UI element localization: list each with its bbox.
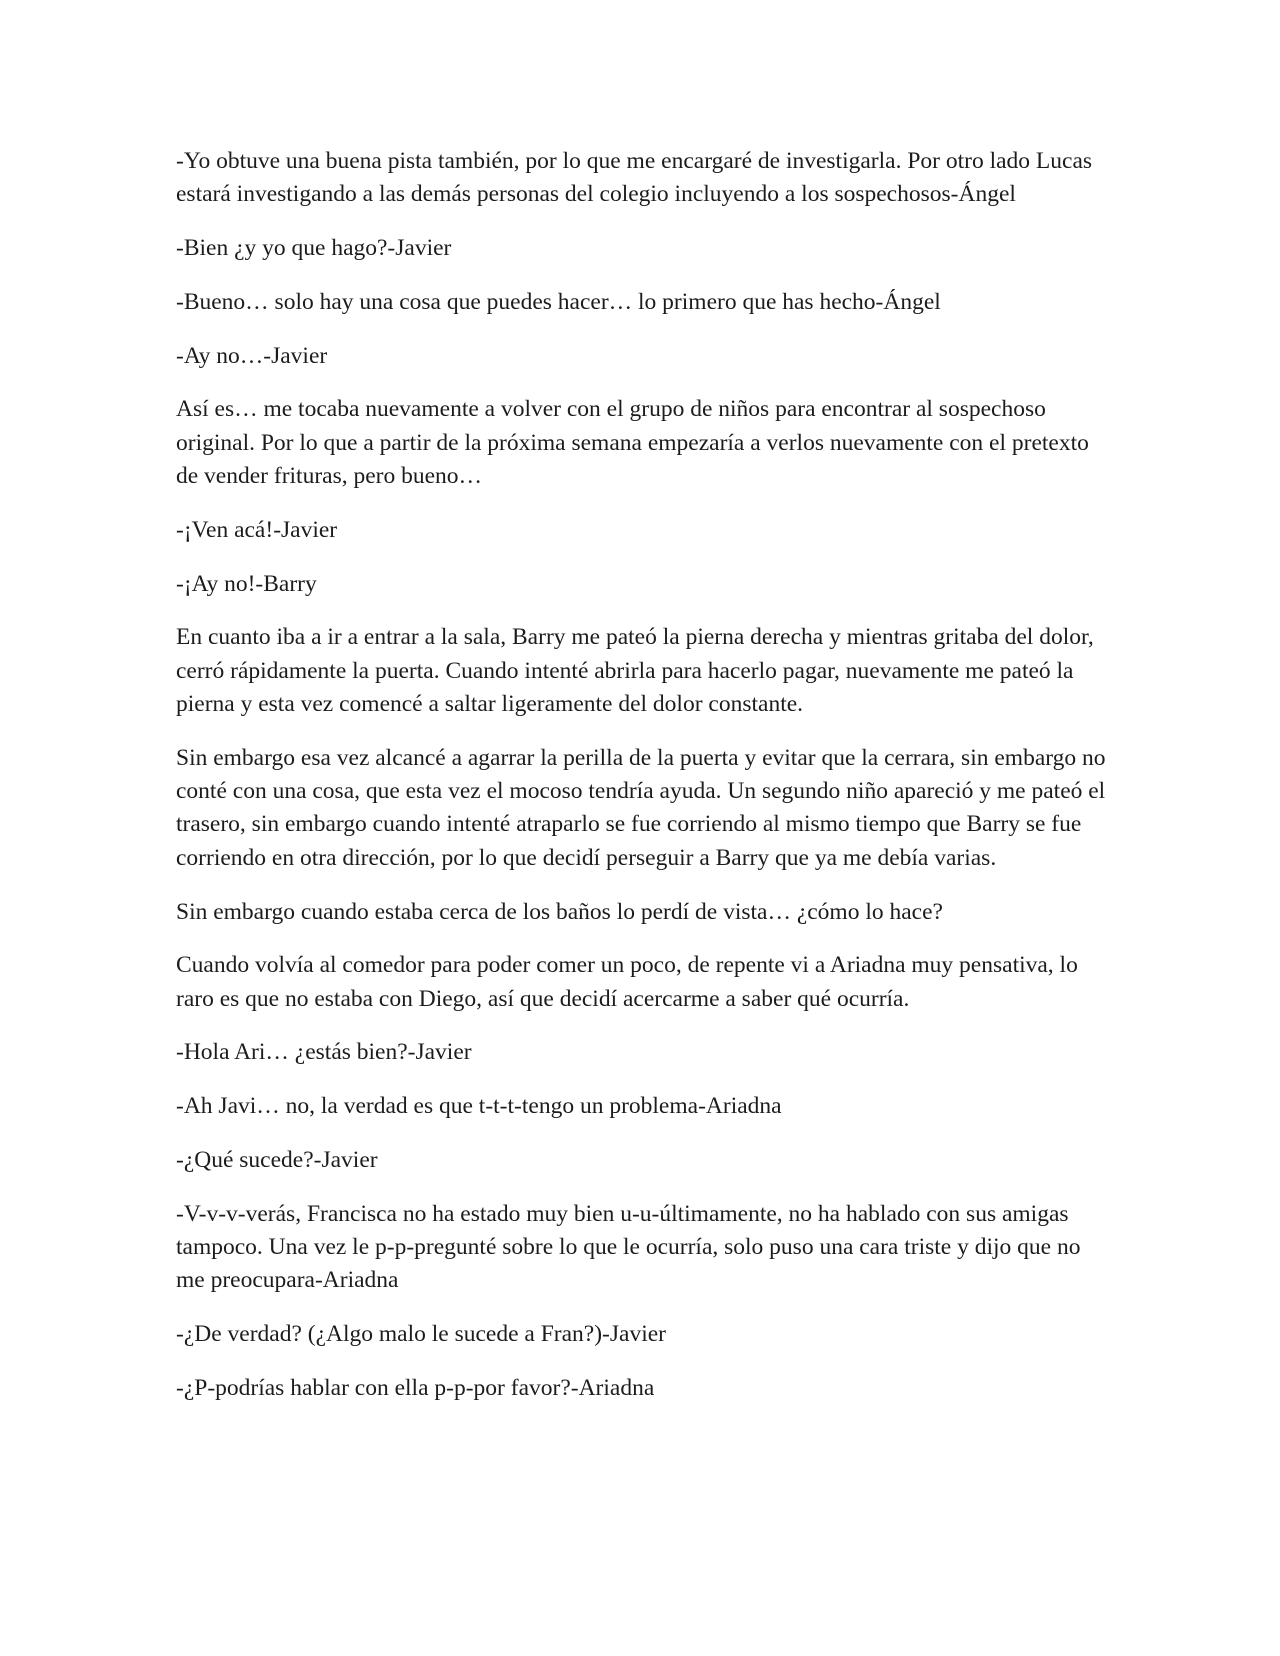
paragraph: -V-v-v-verás, Francisca no ha estado muy bien u-u-últimamente, no ha hablado con sus amigas tampoco. Una vez le p-p-pregunté sobre lo que le ocurría, solo puso una cara triste y dijo que no me preocupara-Ariadna xyxy=(176,1200,1081,1294)
paragraph: Cuando volvía al comedor para poder comer un poco, de repente vi a Ariadna muy pensativa, lo raro es que no estaba con Diego, así que decidí acercarme a saber qué ocurría. xyxy=(176,952,1078,1012)
paragraph: -Ay no…-Javier xyxy=(176,342,328,369)
paragraph: -Bien ¿y yo que hago?-Javier xyxy=(176,235,452,262)
paragraph: -¿P-podrías hablar con ella p-p-por favor?-Ariadna xyxy=(176,1375,655,1402)
paragraph: -¡Ay no!-Barry xyxy=(176,570,317,597)
paragraph: -¡Ven acá!-Javier xyxy=(176,516,338,543)
paragraph: -Bueno… solo hay una cosa que puedes hacer… lo primero que has hecho-Ángel xyxy=(176,288,941,315)
paragraph: -¿Qué sucede?-Javier xyxy=(176,1147,378,1174)
paragraph: -Ah Javi… no, la verdad es que t-t-t-tengo un problema-Ariadna xyxy=(176,1093,782,1120)
paragraph: Sin embargo cuando estaba cerca de los baños lo perdí de vista… ¿cómo lo hace? xyxy=(176,898,943,925)
paragraph: -¿De verdad? (¿Algo malo le sucede a Fran?)-Javier xyxy=(176,1321,666,1348)
paragraph: Sin embargo esa vez alcancé a agarrar la perilla de la puerta y evitar que la cerrara, sin embargo no conté con una cosa, que esta vez el mocoso tendría ayuda. Un segundo niño apareció y me pateó el trasero, sin embargo cuando intenté atraparlo se fue corriendo al mismo tiempo que Barry se fue corriendo en otra dirección, por lo que decidí perseguir a Barry que ya me debía varias. xyxy=(176,744,1106,871)
paragraph: Así es… me tocaba nuevamente a volver con el grupo de niños para encontrar al sospechoso original. Por lo que a partir de la próxima semana empezaría a verlos nuevamente con el pretexto de vender frituras, pero bueno… xyxy=(176,396,1089,490)
paragraph: -Yo obtuve una buena pista también, por lo que me encargaré de investigarla. Por otro lado Lucas estará investigando a las demás personas del colegio incluyendo a los sospechosos-Ángel xyxy=(176,148,1093,208)
document-body xyxy=(176,145,1106,1426)
paragraph: En cuanto iba a ir a entrar a la sala, Barry me pateó la pierna derecha y mientras gritaba del dolor, cerró rápidamente la puerta. Cuando intenté abrirla para hacerlo pagar, nuevamente me pateó la pierna y esta vez comencé a saltar ligeramente del dolor constante. xyxy=(176,624,1094,718)
paragraph: -Hola Ari… ¿estás bien?-Javier xyxy=(176,1039,472,1066)
